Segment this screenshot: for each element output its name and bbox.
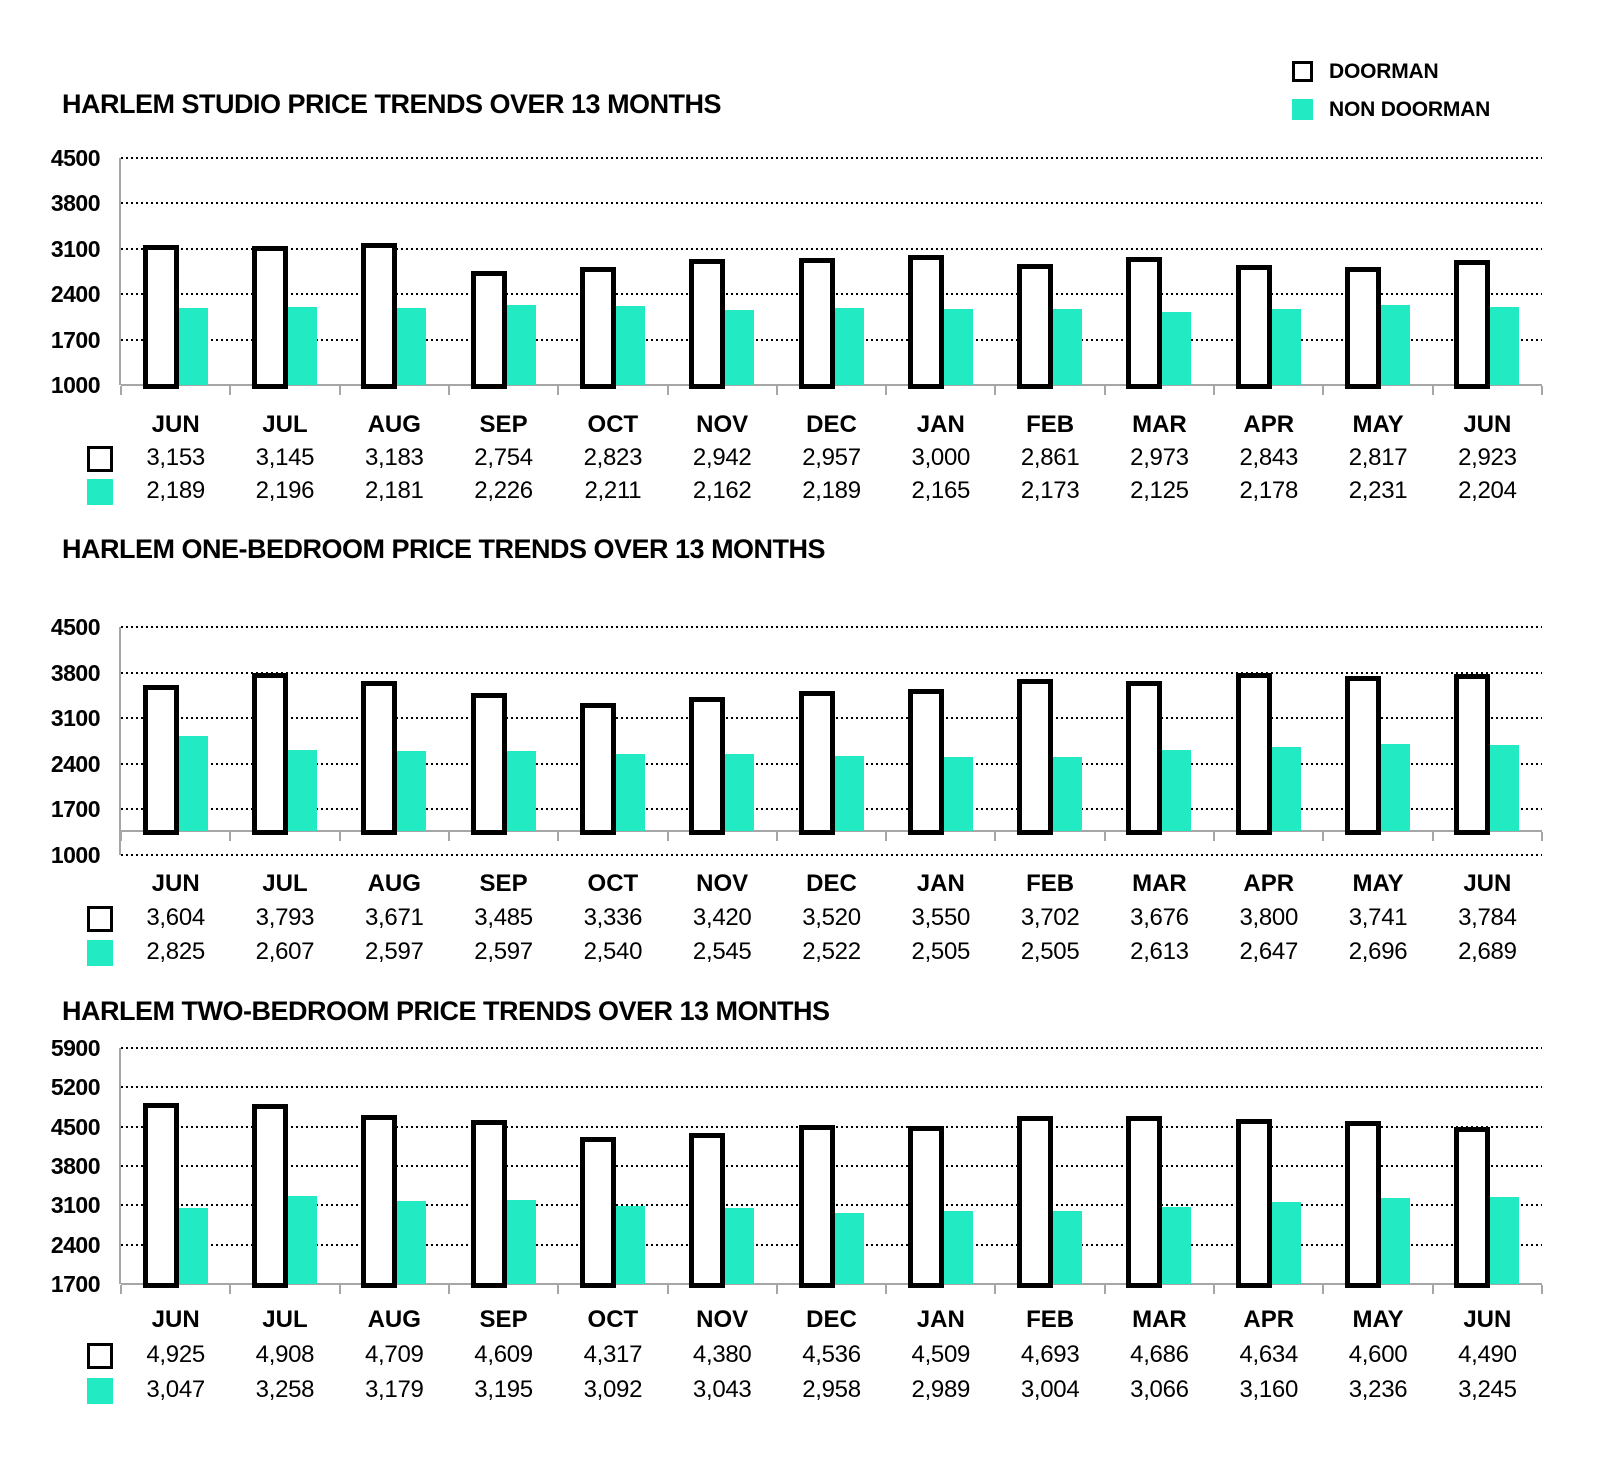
y-axis-tick-label: 3100 [50,705,100,731]
non-doorman-value: 2,211 [584,477,642,504]
month-label: FEB [1026,1306,1075,1333]
x-axis-tick [448,1285,450,1294]
non-doorman-bar [507,305,536,385]
non-doorman-bar [397,308,426,385]
x-axis-tick [776,1285,778,1294]
non-doorman-bar [1162,312,1191,385]
doorman-bar [580,703,616,835]
x-axis-line [121,1283,1542,1285]
y-axis-line [119,627,121,855]
x-axis-tick [1213,1285,1215,1294]
gridline [121,293,1542,295]
x-axis-tick [994,832,996,841]
month-label: JUN [1463,870,1512,897]
y-axis-tick-label: 3100 [50,235,100,262]
doorman-value: 4,490 [1458,1341,1517,1368]
gridline [121,202,1542,204]
month-label: JUL [262,1306,308,1333]
doorman-value: 2,957 [802,444,861,471]
non-doorman-value: 3,092 [583,1376,643,1403]
non-doorman-bar [1272,1202,1301,1284]
x-axis-tick [448,832,450,841]
gridline [121,1086,1542,1088]
doorman-value: 2,817 [1348,444,1408,471]
x-axis-tick [776,386,778,395]
x-axis-tick [1432,832,1434,841]
x-axis-line [121,830,1542,832]
doorman-bar [471,1120,507,1287]
doorman-value: 3,702 [1020,904,1080,931]
non-doorman-bar [1490,307,1519,385]
month-label: JUL [262,870,308,897]
x-axis-tick [1104,386,1106,395]
doorman-value: 3,784 [1458,904,1517,931]
doorman-value: 4,693 [1020,1341,1080,1368]
month-label: AUG [367,411,421,438]
non-doorman-value: 2,226 [474,477,533,504]
x-axis-tick [120,832,122,841]
legend-item-non-doorman [1292,96,1490,123]
y-axis-tick-label: 3100 [50,1192,100,1219]
doorman-bar [1345,1121,1381,1288]
doorman-swatch-icon [1292,61,1313,82]
non-doorman-row-swatch-icon [87,940,113,966]
doorman-value: 3,550 [911,904,971,931]
doorman-value: 3,183 [364,444,424,471]
non-doorman-row-swatch-icon [87,479,113,505]
doorman-value: 2,754 [474,444,533,471]
non-doorman-value: 2,505 [1020,938,1080,965]
y-axis-tick-label: 2400 [50,281,100,308]
gridline [121,854,1542,856]
doorman-bar [1454,1127,1490,1288]
doorman-value: 3,420 [692,904,752,931]
non-doorman-bar [288,750,317,831]
doorman-value: 3,145 [255,444,315,471]
x-axis-tick [885,386,887,395]
doorman-row-swatch-icon [87,906,113,932]
doorman-value: 4,380 [692,1341,752,1368]
doorman-value: 4,317 [583,1341,643,1368]
doorman-value: 2,843 [1239,444,1298,471]
doorman-value: 4,908 [255,1341,315,1368]
x-axis-tick [667,832,669,841]
non-doorman-value: 2,522 [802,938,861,965]
x-axis-tick [229,1285,231,1294]
doorman-value: 3,153 [146,444,205,471]
y-axis-tick-label: 4500 [50,1113,100,1140]
x-axis-tick [994,386,996,395]
doorman-value: 2,923 [1458,444,1517,471]
month-label: JUN [1463,1306,1512,1333]
doorman-bar [1126,1116,1162,1288]
month-label: AUG [367,870,421,897]
month-label: JUN [1463,411,1512,438]
doorman-value: 4,709 [364,1341,424,1368]
non-doorman-value: 3,179 [364,1376,424,1403]
non-doorman-bar [288,1196,317,1283]
gridline [121,672,1542,674]
non-doorman-value: 2,958 [802,1376,861,1403]
doorman-bar [580,267,616,389]
non-doorman-value: 2,125 [1130,477,1189,504]
legend-label-non-doorman: NON DOORMAN [1329,97,1491,121]
x-axis-tick [667,386,669,395]
y-axis-tick-label: 5900 [50,1035,100,1061]
doorman-value: 3,793 [255,904,315,931]
non-doorman-bar [179,308,208,385]
non-doorman-bar [179,736,208,831]
x-axis-tick [339,386,341,395]
x-axis-tick [339,1285,341,1294]
non-doorman-value: 2,540 [583,938,643,965]
non-doorman-value: 2,165 [911,477,971,504]
month-label: JUN [151,1306,200,1333]
non-doorman-bar [288,307,317,385]
x-axis-tick [667,1285,669,1294]
x-axis-tick [1322,386,1324,395]
doorman-bar [1236,673,1272,836]
doorman-bar [1017,679,1053,835]
non-doorman-value: 2,613 [1130,938,1189,965]
x-axis-tick [1322,1285,1324,1294]
doorman-bar [361,1115,397,1288]
x-axis-tick [1432,386,1434,395]
x-axis-tick [1541,832,1543,841]
chart-title-two-bedroom: HARLEM TWO-BEDROOM PRICE TRENDS OVER 13 MONTHS [62,996,830,1026]
gridline [121,157,1542,159]
month-label: NOV [696,411,749,438]
month-label: JAN [916,870,965,897]
non-doorman-bar [835,1213,864,1284]
x-axis-tick [1213,386,1215,395]
doorman-bar [361,243,397,389]
non-doorman-value: 2,597 [474,938,533,965]
doorman-value: 4,925 [146,1341,205,1368]
month-label: MAR [1132,1306,1187,1333]
doorman-bar [1017,1116,1053,1288]
non-doorman-value: 2,196 [255,477,315,504]
doorman-value: 4,536 [802,1341,861,1368]
x-axis-tick [557,832,559,841]
non-doorman-bar [725,1208,754,1283]
month-label: OCT [587,1306,639,1333]
y-axis-tick-label: 1000 [50,841,100,868]
non-doorman-value: 2,204 [1458,477,1517,504]
doorman-bar [689,259,725,389]
y-axis-tick-label: 5200 [50,1074,100,1101]
doorman-value: 3,520 [802,904,861,931]
non-doorman-value: 2,231 [1348,477,1408,504]
x-axis-tick [1541,1285,1543,1294]
doorman-bar [1454,674,1490,836]
doorman-value: 3,000 [911,444,971,471]
non-doorman-bar [1272,747,1301,831]
non-doorman-bar [616,1206,645,1284]
non-doorman-bar [507,1200,536,1284]
doorman-value: 2,942 [692,444,752,471]
non-doorman-value: 3,160 [1239,1376,1298,1403]
gridline [121,1244,1542,1246]
month-label: APR [1243,1306,1295,1333]
non-doorman-bar [725,310,754,385]
x-axis-tick [1213,832,1215,841]
y-axis-tick-label: 1700 [50,1270,100,1297]
x-axis-tick [1104,832,1106,841]
x-axis-tick [448,386,450,395]
gridline [121,808,1542,810]
chart-title-one-bedroom: HARLEM ONE-BEDROOM PRICE TRENDS OVER 13 MONTHS [62,534,826,564]
x-axis-tick [1104,1285,1106,1294]
non-doorman-value: 2,647 [1239,938,1298,965]
doorman-bar [1017,264,1053,389]
month-label: APR [1243,411,1295,438]
non-doorman-value: 2,181 [364,477,424,504]
doorman-row-swatch-icon [87,446,113,472]
non-doorman-value: 3,258 [255,1376,315,1403]
y-axis-line [119,158,121,385]
doorman-bar [689,697,725,835]
doorman-bar [143,1103,179,1288]
doorman-bar [471,271,507,389]
non-doorman-bar [507,751,536,831]
doorman-value: 4,509 [911,1341,971,1368]
month-label: FEB [1026,411,1075,438]
non-doorman-row-swatch-icon [87,1378,113,1404]
month-label: SEP [479,411,528,438]
non-doorman-value: 2,689 [1458,938,1517,965]
non-doorman-value: 2,696 [1348,938,1408,965]
non-doorman-value: 2,173 [1020,477,1080,504]
non-doorman-bar [1272,309,1301,385]
doorman-value: 4,600 [1348,1341,1408,1368]
month-label: NOV [696,1306,749,1333]
x-axis-tick [885,1285,887,1294]
y-axis-line [119,1048,121,1284]
non-doorman-bar [1053,757,1082,831]
y-axis-tick-label: 2400 [50,750,100,777]
doorman-value: 2,973 [1130,444,1189,471]
month-label: OCT [587,411,639,438]
doorman-value: 3,741 [1348,904,1408,931]
non-doorman-value: 3,066 [1130,1376,1189,1403]
doorman-bar [908,1126,944,1288]
gridline [121,763,1542,765]
x-axis-tick [885,832,887,841]
non-doorman-bar [944,309,973,385]
doorman-value: 3,336 [583,904,643,931]
doorman-bar [799,258,835,389]
non-doorman-bar [1381,305,1410,385]
y-axis-tick-label: 1000 [50,372,100,398]
legend [1292,58,1490,134]
doorman-bar [143,685,179,835]
month-label: OCT [587,870,639,897]
x-axis-tick [776,832,778,841]
non-doorman-bar [616,754,645,831]
doorman-row-swatch-icon [87,1343,113,1369]
doorman-bar [908,689,944,835]
doorman-value: 4,686 [1130,1341,1189,1368]
doorman-value: 3,800 [1239,904,1298,931]
doorman-bar [580,1137,616,1288]
non-doorman-bar [1162,750,1191,831]
non-doorman-bar [397,751,426,831]
non-doorman-value: 2,505 [911,938,971,965]
non-doorman-bar [1490,1197,1519,1284]
y-axis-tick-label: 1700 [50,796,100,822]
non-doorman-bar [944,757,973,831]
non-doorman-value: 2,178 [1239,477,1298,504]
gridline [121,1204,1542,1206]
doorman-value: 4,634 [1239,1341,1298,1368]
doorman-bar [252,246,288,389]
non-doorman-value: 3,245 [1458,1376,1517,1403]
month-label: MAR [1132,870,1187,897]
doorman-bar [471,693,507,835]
month-label: JUL [262,411,308,438]
non-doorman-bar [1053,309,1082,385]
month-label: DEC [806,1306,857,1333]
legend-item-doorman [1292,58,1490,85]
gridline [121,1047,1542,1049]
month-label: JAN [916,1306,965,1333]
doorman-value: 3,676 [1130,904,1189,931]
y-axis-tick-label: 4500 [50,614,100,640]
non-doorman-bar [1053,1211,1082,1284]
x-axis-tick [339,832,341,841]
y-axis-tick-label: 3800 [50,190,100,217]
x-axis-tick [1541,386,1543,395]
doorman-bar [908,255,944,389]
month-label: MAY [1352,411,1404,438]
non-doorman-value: 2,189 [802,477,861,504]
x-axis-tick [557,1285,559,1294]
y-axis-tick-label: 2400 [50,1231,100,1258]
doorman-bar [1236,265,1272,389]
month-label: MAY [1352,870,1404,897]
non-doorman-bar [1490,745,1519,831]
y-axis-tick-label: 3800 [50,1152,100,1179]
x-axis-tick [120,1285,122,1294]
gridline [121,717,1542,719]
gridline [121,339,1542,341]
doorman-bar [252,673,288,835]
non-doorman-bar [835,308,864,385]
x-axis-tick [120,386,122,395]
non-doorman-value: 3,004 [1020,1376,1080,1403]
gridline [121,626,1542,628]
x-axis-tick [994,1285,996,1294]
doorman-bar [1126,681,1162,836]
non-doorman-bar [397,1201,426,1284]
non-doorman-value: 3,047 [146,1376,205,1403]
doorman-bar [1345,676,1381,835]
non-doorman-value: 2,162 [692,477,752,504]
month-label: FEB [1026,870,1075,897]
x-axis-tick [1432,1285,1434,1294]
y-axis-tick-label: 1700 [50,326,100,353]
x-axis-line [121,384,1542,386]
doorman-value: 3,485 [474,904,533,931]
non-doorman-value: 2,597 [364,938,424,965]
doorman-bar [689,1133,725,1287]
doorman-bar [1345,267,1381,389]
y-axis-tick-label: 4500 [50,145,100,171]
month-label: JUN [151,870,200,897]
doorman-bar [799,1125,835,1288]
doorman-value: 3,671 [364,904,424,931]
non-doorman-bar [179,1208,208,1284]
month-label: DEC [806,870,857,897]
non-doorman-bar [1381,1198,1410,1284]
doorman-bar [1236,1119,1272,1288]
non-doorman-value: 2,545 [692,938,752,965]
x-axis-tick [229,832,231,841]
month-label: JUN [151,411,200,438]
gridline [121,248,1542,250]
non-doorman-bar [1381,744,1410,831]
non-doorman-bar [1162,1207,1191,1284]
month-label: SEP [479,870,528,897]
doorman-bar [252,1104,288,1288]
non-doorman-bar [835,756,864,832]
non-doorman-value: 3,195 [474,1376,533,1403]
doorman-bar [143,245,179,389]
doorman-bar [361,681,397,835]
month-label: NOV [696,870,749,897]
doorman-value: 2,861 [1020,444,1080,471]
non-doorman-bar [944,1211,973,1283]
month-label: SEP [479,1306,528,1333]
non-doorman-value: 2,189 [146,477,205,504]
y-axis-tick-label: 3800 [50,659,100,686]
month-label: JAN [916,411,965,438]
gridline [121,1165,1542,1167]
month-label: APR [1243,870,1295,897]
non-doorman-value: 2,825 [146,938,205,965]
legend-label-doorman: DOORMAN [1329,59,1439,83]
doorman-value: 2,823 [583,444,643,471]
month-label: DEC [806,411,857,438]
month-label: MAY [1352,1306,1404,1333]
doorman-value: 4,609 [474,1341,533,1368]
x-axis-tick [1322,832,1324,841]
non-doorman-bar [616,306,645,385]
doorman-bar [799,691,835,835]
non-doorman-swatch-icon [1292,99,1313,120]
non-doorman-value: 3,236 [1348,1376,1408,1403]
doorman-value: 3,604 [146,904,205,931]
month-label: AUG [367,1306,421,1333]
gridline [121,1126,1542,1128]
doorman-bar [1454,260,1490,389]
doorman-bar [1126,257,1162,389]
x-axis-tick [229,386,231,395]
non-doorman-value: 2,989 [911,1376,971,1403]
x-axis-tick [557,386,559,395]
non-doorman-bar [725,754,754,831]
non-doorman-value: 2,607 [255,938,315,965]
chart-title-studio: HARLEM STUDIO PRICE TRENDS OVER 13 MONTHS [62,89,722,119]
non-doorman-value: 3,043 [692,1376,752,1403]
month-label: MAR [1132,411,1187,438]
